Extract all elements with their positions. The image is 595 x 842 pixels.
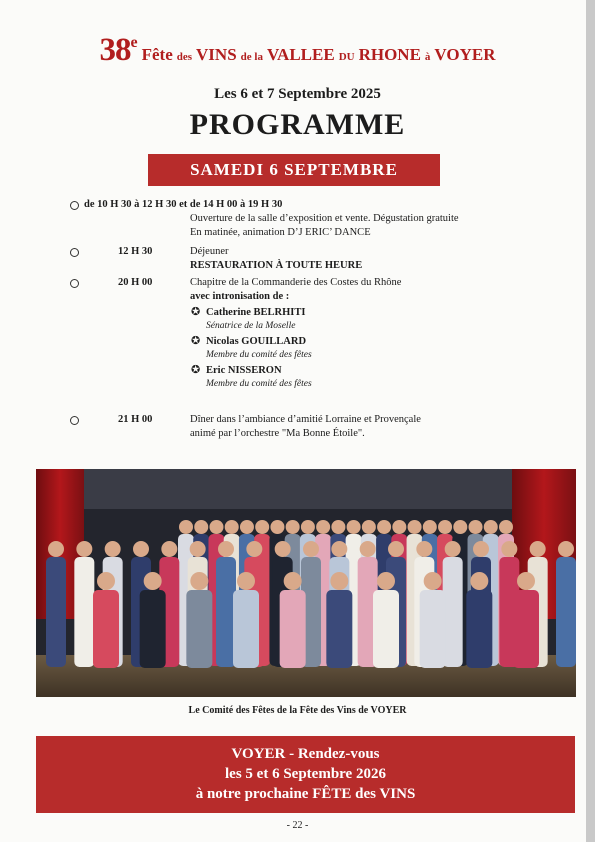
person-body (46, 557, 66, 667)
person-head (284, 572, 302, 590)
person-head (388, 541, 404, 557)
header-title (0, 32, 595, 69)
schedule-item2-line2: RESTAURATION À TOUTE HEURE (190, 260, 363, 271)
person-head (377, 572, 395, 590)
person-head (484, 520, 498, 534)
title-a: à (424, 51, 431, 63)
person3-role: Membre du comité des fêtes (206, 379, 312, 389)
person-head (530, 541, 546, 557)
event-dates: Les 6 et 7 Septembre 2025 (214, 86, 381, 102)
person-head (330, 572, 348, 590)
title-dela: de la (240, 51, 263, 63)
person-body (466, 590, 492, 668)
person-body (140, 590, 166, 668)
person-head (255, 520, 269, 534)
person3-name: Eric NISSERON (206, 365, 282, 376)
person-head (270, 520, 284, 534)
person-head (218, 541, 234, 557)
person-body (420, 590, 446, 668)
person-head (331, 541, 347, 557)
person-head (161, 541, 177, 557)
person-head (453, 520, 467, 534)
footer-banner (36, 736, 575, 813)
footer-line3: à notre prochaine FÊTE des VINS (195, 786, 416, 802)
person-head (246, 541, 262, 557)
schedule-item4-line1: Dîner dans l’ambiance d’amitié Lorraine et Provençale (190, 414, 421, 425)
person-head (179, 520, 193, 534)
person-body (513, 590, 539, 668)
person-head (144, 572, 162, 590)
footer-line1: VOYER - Rendez-vous (231, 746, 380, 762)
person-head (408, 520, 422, 534)
title-voyer: VOYER (434, 45, 496, 64)
person-body (556, 557, 576, 667)
schedule-item2-time: 12 H 30 (118, 246, 153, 257)
circle-bullet-icon (70, 279, 79, 288)
person-head (286, 520, 300, 534)
person-head (97, 572, 115, 590)
gear-bullet-icon: ✪ (191, 364, 201, 376)
page-number: - 22 - (286, 820, 309, 831)
person1-name: Catherine BELRHITI (206, 307, 306, 318)
circle-bullet-icon (70, 248, 79, 257)
person-body (74, 557, 94, 667)
person-head (499, 520, 513, 534)
person1-role: Sénatrice de la Moselle (206, 321, 296, 331)
schedule-item3-line2: avec intronisation de : (190, 291, 290, 302)
day-banner: SAMEDI 6 SEPTEMBRE (148, 154, 440, 186)
circle-bullet-icon (70, 416, 79, 425)
person-head (423, 520, 437, 534)
circle-bullet-icon (70, 201, 79, 210)
person-head (76, 541, 92, 557)
title-des: des (176, 51, 193, 63)
person-head (517, 572, 535, 590)
title-rhone: RHONE (358, 45, 421, 64)
person2-role: Membre du comité des fêtes (206, 350, 312, 360)
person-head (275, 541, 291, 557)
person-head (301, 520, 315, 534)
person-head (473, 541, 489, 557)
schedule-item2-line1: Déjeuner (190, 246, 229, 257)
person-head (438, 520, 452, 534)
person-head (225, 520, 239, 534)
schedule-item3-line1: Chapitre de la Commanderie des Costes du Rhône (190, 277, 402, 288)
person-head (501, 541, 517, 557)
person-head (331, 520, 345, 534)
person-head (209, 520, 223, 534)
person-head (416, 541, 432, 557)
person2-name: Nicolas GOUILLARD (206, 336, 307, 347)
title-vins: VINS (196, 45, 237, 64)
schedule-item1-time: de 10 H 30 à 12 H 30 et de 14 H 00 à 19 H 30 (84, 199, 283, 210)
gear-bullet-icon: ✪ (191, 306, 201, 318)
person-head (48, 541, 64, 557)
person-head (240, 520, 254, 534)
person-head (133, 541, 149, 557)
person-body (93, 590, 119, 668)
group-photo (36, 469, 576, 697)
person-head (470, 572, 488, 590)
schedule-item1-line1: Ouverture de la salle d’exposition et vente. Dégustation gratuite (190, 213, 459, 224)
person-head (237, 572, 255, 590)
edition-number: 38 (99, 32, 131, 68)
programme-title: PROGRAMME (189, 108, 406, 141)
person-head (360, 541, 376, 557)
person-head (190, 572, 208, 590)
title-du: DU (338, 51, 355, 63)
footer-line2: les 5 et 6 Septembre 2026 (225, 766, 386, 782)
title-fete: Fête (141, 45, 173, 64)
schedule-item4-line2: animé par l’orchestre "Ma Bonne Étoile". (190, 428, 365, 439)
person-head (347, 520, 361, 534)
person-head (424, 572, 442, 590)
person-head (362, 520, 376, 534)
person-head (377, 520, 391, 534)
person-head (105, 541, 121, 557)
edition-suffix: e (130, 34, 138, 51)
schedule-item1-line2: En matinée, animation D’J ERIC’ DANCE (190, 227, 371, 238)
schedule-item4-time: 21 H 00 (118, 414, 153, 425)
person-body (373, 590, 399, 668)
person-head (303, 541, 319, 557)
person-head (558, 541, 574, 557)
person-head (194, 520, 208, 534)
person-body (326, 590, 352, 668)
person-body (280, 590, 306, 668)
person-head (445, 541, 461, 557)
person-head (316, 520, 330, 534)
person-head (392, 520, 406, 534)
photo-caption: Le Comité des Fêtes de la Fête des Vins de VOYER (188, 705, 407, 716)
person-body (186, 590, 212, 668)
schedule-item3-time: 20 H 00 (118, 277, 153, 288)
person-body (233, 590, 259, 668)
person-head (190, 541, 206, 557)
person-head (469, 520, 483, 534)
title-vallee: VALLEE (266, 45, 335, 64)
gear-bullet-icon: ✪ (191, 335, 201, 347)
